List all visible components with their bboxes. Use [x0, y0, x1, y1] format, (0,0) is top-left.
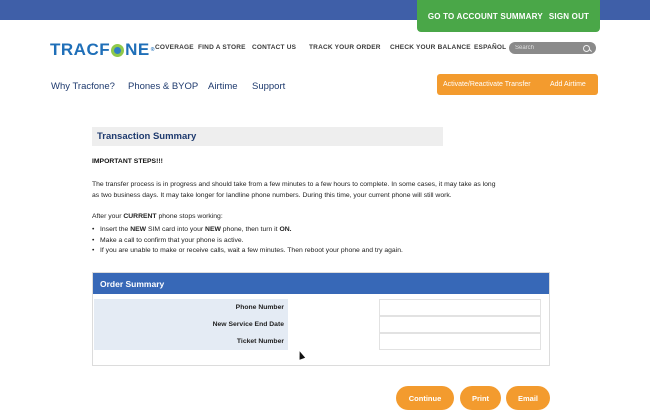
paragraph-line-1: The transfer process is in progress and should take from a few minutes to a few hours to complete. In some cases, it may take as long — [92, 181, 496, 188]
step-1-pre: Insert the — [100, 226, 131, 233]
nav-support[interactable]: Support — [252, 81, 286, 92]
order-summary-header — [93, 273, 549, 294]
after-phone-stops — [92, 213, 223, 220]
sign-out-link[interactable]: SIGN OUT — [548, 11, 590, 21]
order-row-service-end-date — [93, 316, 549, 333]
ticket-number-value — [379, 333, 541, 350]
transfer-info-paragraph — [92, 180, 552, 201]
step-1-new-1: NEW — [130, 226, 147, 233]
order-summary-box — [92, 272, 550, 366]
continue-button[interactable]: Continue — [396, 386, 454, 410]
after-text-pre: After your — [92, 213, 124, 220]
nav-coverage[interactable]: COVERAGE — [155, 44, 194, 51]
step-1 — [92, 225, 403, 236]
tracfone-logo[interactable] — [50, 40, 155, 60]
nav-why-tracfone[interactable]: Why Tracfone? — [51, 81, 115, 92]
order-row-ticket-number — [93, 333, 549, 350]
service-end-date-label: New Service End Date — [212, 321, 284, 328]
action-bar — [437, 74, 598, 95]
activate-transfer-button[interactable]: Activate/Reactivate Transfer — [443, 81, 531, 88]
logo-text-start: TRACF — [50, 40, 111, 59]
order-row-phone-number — [93, 299, 549, 316]
step-2: • Make a call to confirm that your phone is active. — [92, 236, 403, 247]
account-bar — [417, 0, 600, 32]
step-1-on: ON. — [279, 226, 292, 233]
step-1-new-2: NEW — [205, 226, 221, 233]
logo-trademark: ® — [150, 47, 155, 53]
nav-airtime[interactable]: Airtime — [208, 81, 238, 92]
transaction-summary-header — [92, 127, 443, 146]
logo-o-icon — [111, 44, 124, 57]
important-heading: IMPORTANT STEPS!!! — [92, 158, 163, 165]
search-icon[interactable] — [583, 45, 590, 52]
steps-list — [92, 225, 403, 257]
phone-number-value — [379, 299, 541, 316]
search-box — [509, 42, 596, 54]
account-summary-link[interactable]: GO TO ACCOUNT SUMMARY — [427, 11, 543, 21]
print-button[interactable]: Print — [460, 386, 501, 410]
after-text-bold: CURRENT — [123, 213, 157, 220]
email-button[interactable]: Email — [506, 386, 550, 410]
paragraph-line-2: as two business days. It may take longer for landline phone numbers. During this time, your current phone will still work. — [92, 191, 452, 199]
page-title: Transaction Summary — [97, 131, 197, 142]
after-text-post: phone stops working: — [156, 213, 223, 220]
step-1-mid-2: phone, then turn it — [220, 226, 280, 233]
add-airtime-button[interactable]: Add Airtime — [550, 81, 586, 88]
service-end-date-value — [379, 316, 541, 333]
nav-find-a-store[interactable]: FIND A STORE — [198, 44, 246, 51]
phone-number-label: Phone Number — [235, 304, 284, 311]
search-input[interactable] — [515, 45, 580, 51]
nav-contact-us[interactable]: CONTACT US — [252, 44, 297, 51]
ticket-number-label: Ticket Number — [236, 338, 284, 345]
order-summary-title: Order Summary — [100, 279, 165, 289]
nav-check-your-balance[interactable]: CHECK YOUR BALANCE — [390, 44, 471, 51]
nav-track-your-order[interactable]: TRACK YOUR ORDER — [309, 44, 381, 51]
step-3: • If you are unable to make or receive calls, wait a few minutes. Then reboot your phone and try again. — [92, 246, 403, 257]
nav-espanol[interactable]: ESPAÑOL — [474, 44, 507, 51]
nav-phones-byop[interactable]: Phones & BYOP — [128, 81, 199, 92]
step-1-mid: SIM card into your — [146, 226, 206, 233]
logo-text-end: NE — [125, 40, 150, 59]
